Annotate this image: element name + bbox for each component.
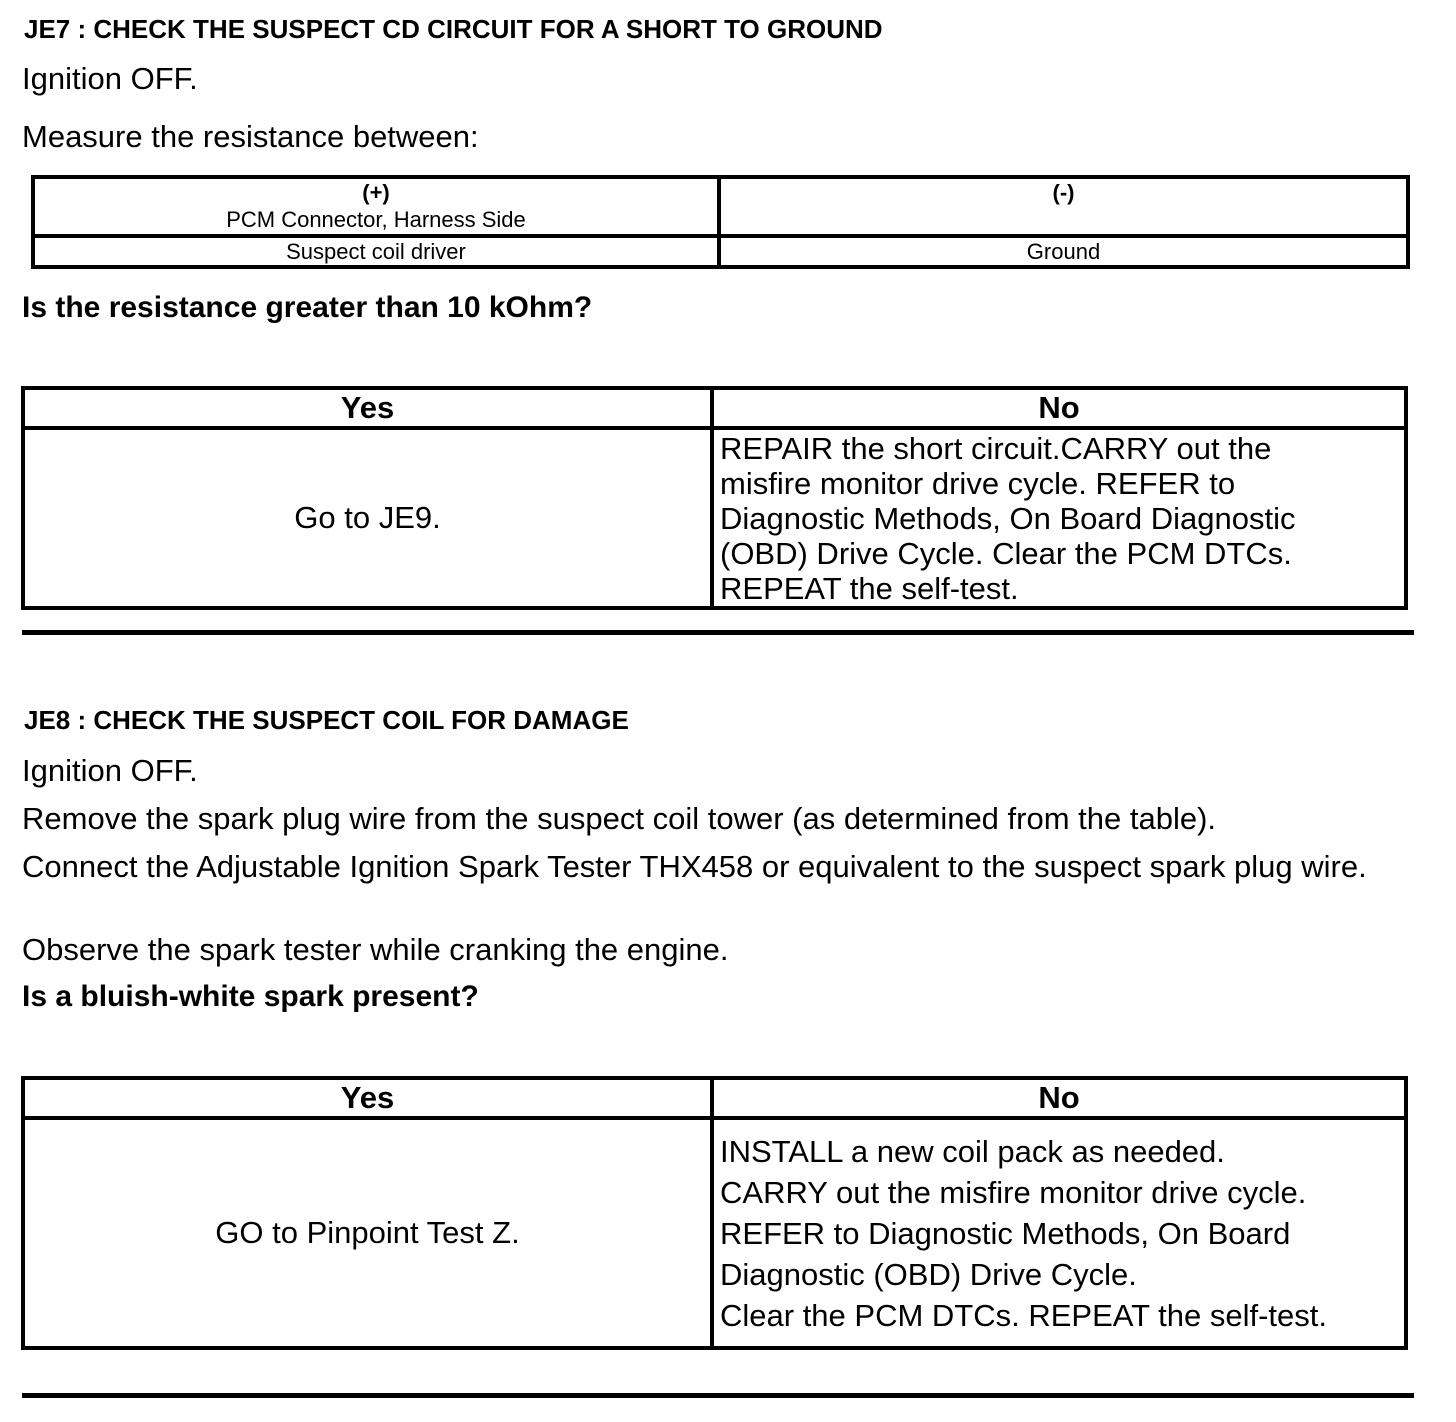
measure-col-positive-header: [33, 177, 719, 236]
section-divider: [22, 1393, 1414, 1398]
positive-symbol: (+): [362, 180, 390, 205]
je7-no-line: REPEAT the self-test.: [720, 570, 1019, 606]
section-divider: [22, 630, 1414, 635]
je7-yes-header: Yes: [23, 388, 712, 428]
je7-question: Is the resistance greater than 10 kOhm?: [22, 291, 593, 324]
je8-yes-action: GO to Pinpoint Test Z.: [23, 1118, 712, 1348]
je7-no-action: [712, 428, 1406, 608]
je8-no-line: Clear the PCM DTCs. REPEAT the self-test.: [720, 1297, 1327, 1333]
je7-no-header: No: [712, 388, 1406, 428]
je7-step-ignition-off: Ignition OFF.: [22, 61, 198, 96]
je7-step-measure: Measure the resistance between:: [22, 119, 479, 154]
je8-no-line: CARRY out the misfire monitor drive cycle.: [720, 1174, 1307, 1210]
je8-title: JE8 : CHECK THE SUSPECT COIL FOR DAMAGE: [24, 705, 629, 735]
je8-step-ignition-off: Ignition OFF.: [22, 753, 198, 788]
je7-no-line: Diagnostic Methods, On Board Diagnostic: [720, 500, 1296, 536]
je8-no-header: No: [712, 1078, 1406, 1118]
je8-no-line: REFER to Diagnostic Methods, On Board: [720, 1215, 1291, 1251]
measure-negative-value: Ground: [719, 236, 1408, 267]
je8-result-table: [21, 1076, 1408, 1350]
negative-symbol: (-): [1052, 180, 1075, 205]
je7-yes-action: Go to JE9.: [23, 428, 712, 608]
je7-no-line: (OBD) Drive Cycle. Clear the PCM DTCs.: [720, 535, 1292, 571]
je8-no-action: [712, 1118, 1406, 1348]
measure-resistance-table: [31, 175, 1410, 269]
je8-question: Is a bluish-white spark present?: [22, 980, 479, 1013]
je7-no-line: REPAIR the short circuit.CARRY out the: [720, 430, 1272, 466]
measure-positive-value: Suspect coil driver: [33, 236, 719, 267]
je8-no-line: INSTALL a new coil pack as needed.: [720, 1133, 1225, 1169]
je7-no-line: misfire monitor drive cycle. REFER to: [720, 465, 1236, 501]
positive-label: PCM Connector, Harness Side: [226, 207, 526, 232]
je8-step-observe: Observe the spark tester while cranking the engine.: [22, 932, 729, 967]
je8-yes-header: Yes: [23, 1078, 712, 1118]
je7-title: JE7 : CHECK THE SUSPECT CD CIRCUIT FOR A SHORT TO GROUND: [24, 14, 883, 44]
je8-step-remove-wire: Remove the spark plug wire from the suspect coil tower (as determined from the table).: [22, 801, 1217, 836]
je8-no-line: Diagnostic (OBD) Drive Cycle.: [720, 1256, 1137, 1292]
je7-result-table: [21, 386, 1408, 610]
measure-col-negative-header: [719, 177, 1408, 236]
je8-step-connect-tester: Connect the Adjustable Ignition Spark Tester THX458 or equivalent to the suspect spark plug wire.: [22, 849, 1367, 884]
